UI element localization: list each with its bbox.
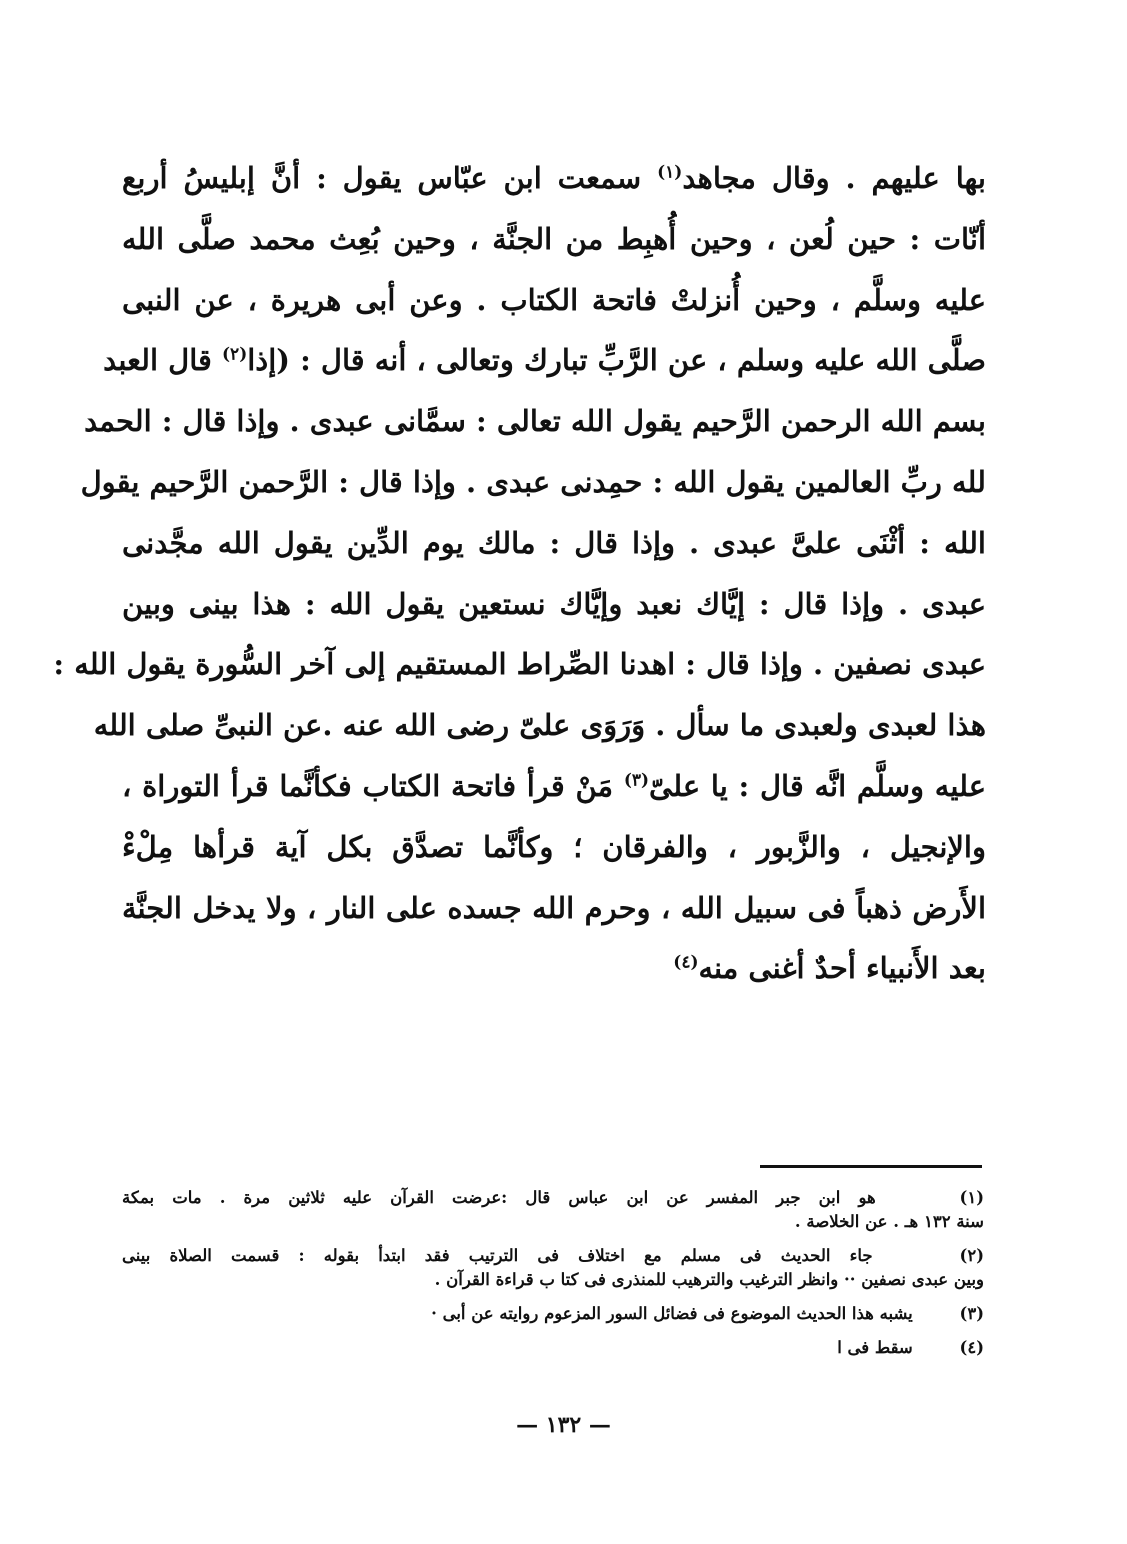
footnote-text: جاء الحديث فى مسلم مع اختلاف فى الترتيب فقد ابتدأ بقوله : قسمت الصلاة بينى xyxy=(122,1246,873,1265)
text-segment: بعد الأَنبياء أحدٌ أغنى منه xyxy=(698,951,986,986)
footnote-number: (٢) xyxy=(959,1246,984,1265)
text-line xyxy=(122,938,986,999)
text-segment: صلَّى الله عليه وسلم ، عن الرَّبِّ تبارك وتعالى ، أنه قال : (إذا xyxy=(247,343,986,378)
text-line xyxy=(122,148,986,209)
footnote-ref: (٣) xyxy=(623,770,650,791)
text-segment: سمعت ابن عبّاس يقول : أنَّ إبليسُ أربع xyxy=(122,161,658,195)
text-line xyxy=(103,330,986,391)
footnote-1 xyxy=(122,1186,984,1210)
text-line: لله ربِّ العالمين يقول الله : حمِدنى عبدى . وإذا قال : الرَّحمن الرَّحيم يقول xyxy=(80,464,986,499)
page-number: — ١٣٢ — xyxy=(516,1412,611,1438)
footnote-text: هو ابن جبر المفسر عن ابن عباس قال :عرضت القرآن عليه ثلاثين مرة . مات بمكة xyxy=(122,1188,876,1207)
footnote-ref: (١) xyxy=(657,162,683,183)
text-line: عبدى نصفين . وإذا قال : اهدنا الصِّراط المستقيم إلى آخر السُّورة يقول الله : xyxy=(53,647,986,682)
text-segment: قال العبد xyxy=(103,343,222,378)
text-line: عليه وسلَّم ، وحين أُنزلتْ فاتحة الكتاب . وعن أبى هريرة ، عن النبى xyxy=(122,282,986,317)
text-line: بسم الله الرحمن الرَّحيم يقول الله تعالى : سمَّانى عبدى . وإذا قال : الحمد xyxy=(84,404,986,439)
footnote-text: يشبه هذا الحديث الموضوع فى فضائل السور المزعوم روايته عن أبى · xyxy=(431,1304,913,1323)
text-line: والإنجيل ، والزَّبور ، والفرقان ؛ وكأنَّما تصدَّق بكل آية قرأها مِلْءْ xyxy=(122,829,986,864)
main-text xyxy=(53,148,987,999)
text-line: عبدى . وإذا قال : إيَّاك نعبد وإيَّاك نستعين يقول الله : هذا بينى وبين xyxy=(122,586,986,621)
footnote-number: (٣) xyxy=(959,1304,984,1323)
text-segment: عليه وسلَّم انَّه قال : يا علىّ xyxy=(649,768,987,803)
text-line: أنّات : حين لُعن ، وحين أُهبِط من الجنَّة ، وحين بُعِث محمد صلَّى الله xyxy=(122,221,986,256)
text-line xyxy=(122,756,986,817)
text-segment: مَنْ قرأ فاتحة الكتاب فكأنَّما قرأ التوراة ، xyxy=(122,768,624,803)
footnote-text: سقط فى ا xyxy=(837,1338,913,1357)
footnote-2-continued: وبين عبدى نصفين ·· وانظر الترغيب والترهيب للمنذرى فى كتا ب قراءة القرآن . xyxy=(434,1270,984,1289)
text-line: الله : أثْنَى علىَّ عبدى . وإذا قال : مالك يوم الدِّين يقول الله مجَّدنى xyxy=(122,525,986,560)
text-line: هذا لعبدى ولعبدى ما سأل . وَرَوَى علىّ رضى الله عنه .عن النبىِّ صلى الله xyxy=(93,708,986,743)
footnote-ref: (٢) xyxy=(222,344,248,365)
footnote-4 xyxy=(122,1336,984,1360)
text-line: الأَرض ذهباً فى سبيل الله ، وحرم الله جسده على النار ، ولا يدخل الجنَّة xyxy=(122,890,986,925)
footnote-1-continued: سنة ١٣٢ هـ . عن الخلاصة . xyxy=(794,1212,984,1231)
footnote-number: (١) xyxy=(959,1188,984,1207)
footnotes xyxy=(122,1186,984,1360)
footnote-3 xyxy=(122,1302,984,1326)
text-segment: بها عليهم . وقال مجاهد xyxy=(682,161,986,195)
footnote-divider xyxy=(760,1165,982,1168)
footnote-2 xyxy=(122,1244,984,1268)
footnote-ref: (٤) xyxy=(673,952,699,973)
footnote-number: (٤) xyxy=(959,1338,984,1357)
